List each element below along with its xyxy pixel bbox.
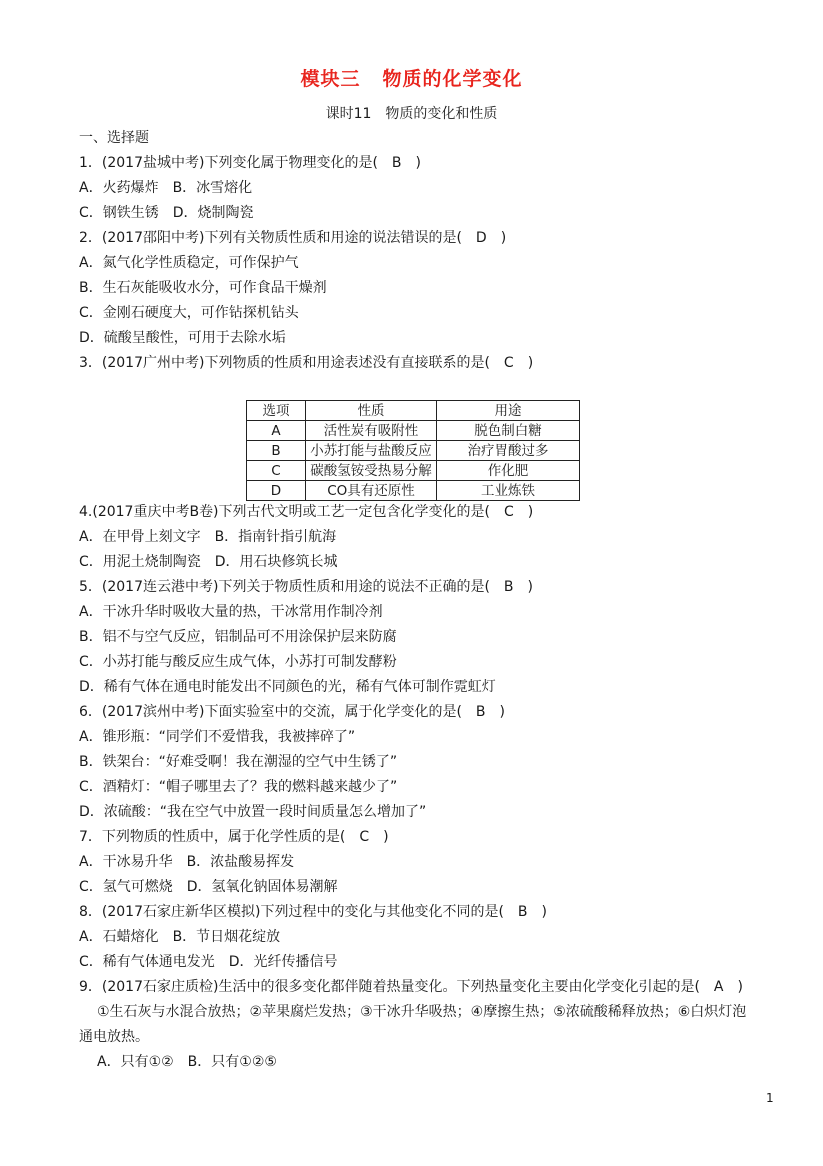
answer-line: B．铁架台：“好难受啊！我在潮湿的空气中生锈了” [79, 754, 398, 770]
question-stem: 9．(2017石家庄质检)生活中的很多变化都伴随着热量变化。下列热量变化主要由化学变化引起的是( A ) [79, 979, 743, 995]
question-stem: 6．(2017滨州中考)下面实验室中的交流，属于化学变化的是( B ) [79, 704, 505, 720]
table-cell: D [247, 481, 306, 501]
answer-line: A．在甲骨上刻文字 B．指南针指引航海 [79, 529, 337, 545]
table-cell: 脱色制白糖 [437, 421, 580, 441]
table-row [247, 481, 580, 501]
table-cell: 碳酸氢铵受热易分解 [306, 461, 437, 481]
module-name: 物质的化学变化 [382, 68, 523, 90]
answer-line: A．干冰升华时吸收大量的热，干冰常用作制冷剂 [79, 604, 383, 620]
table-row [247, 421, 580, 441]
answer-line: A．火药爆炸 B．冰雪熔化 [79, 180, 253, 196]
answer-line: D．硫酸呈酸性，可用于去除水垢 [79, 330, 286, 346]
answer-line: ①生石灰与水混合放热；②苹果腐烂发热；③干冰升华吸热；④摩擦生热；⑤浓硫酸稀释放热；⑥白炽灯泡 [97, 1004, 747, 1020]
module-label: 模块三 [300, 68, 361, 90]
answer-line: C．小苏打能与酸反应生成气体，小苏打可制发酵粉 [79, 654, 397, 670]
question-stem: 5．(2017连云港中考)下列关于物质性质和用途的说法不正确的是( B ) [79, 579, 533, 595]
answer-line: C．酒精灯：“帽子哪里去了？我的燃料越来越少了” [79, 779, 398, 795]
answer-line: A．氮气化学性质稳定，可作保护气 [79, 255, 299, 271]
question-stem: 7．下列物质的性质中，属于化学性质的是( C ) [79, 829, 389, 845]
section-heading: 一、选择题 [79, 130, 149, 146]
answer-line: C．钢铁生锈 D．烧制陶瓷 [79, 205, 254, 221]
lesson-title: 课时11 物质的变化和性质 [325, 106, 498, 122]
answer-line: D．浓硫酸：“我在空气中放置一段时间质量怎么增加了” [79, 804, 427, 820]
table-cell: 工业炼铁 [437, 481, 580, 501]
answer-line: C．金刚石硬度大，可作钻探机钻头 [79, 305, 299, 321]
answer-line: B．铝不与空气反应，铝制品可不用涂保护层来防腐 [79, 629, 397, 645]
table-header-row [247, 401, 580, 421]
question-stem: 2．(2017邵阳中考)下列有关物质性质和用途的说法错误的是( D ) [79, 230, 507, 246]
answer-line: A．锥形瓶：“同学们不爱惜我，我被摔碎了” [79, 729, 356, 745]
question-stem: 8．(2017石家庄新华区模拟)下列过程中的变化与其他变化不同的是( B ) [79, 904, 547, 920]
module-title [0, 64, 823, 91]
table-row [247, 441, 580, 461]
table-row [247, 461, 580, 481]
answer-line: A．干冰易升华 B．浓盐酸易挥发 [79, 854, 295, 870]
table-cell: B [247, 441, 306, 461]
table-cell: 活性炭有吸附性 [306, 421, 437, 441]
table-cell: CO具有还原性 [306, 481, 437, 501]
answer-line: C．氢气可燃烧 D．氢氧化钠固体易潮解 [79, 879, 338, 895]
table-header-cell: 性质 [306, 401, 437, 421]
table-cell: C [247, 461, 306, 481]
question-stem: 3．(2017广州中考)下列物质的性质和用途表述没有直接联系的是( C ) [79, 355, 534, 371]
answer-line: D．稀有气体在通电时能发出不同颜色的光，稀有气体可制作霓虹灯 [79, 679, 496, 695]
answer-line: B．生石灰能吸收水分，可作食品干燥剂 [79, 280, 327, 296]
answer-line: A．只有①② B．只有①②⑤ [97, 1054, 277, 1070]
table-cell: 小苏打能与盐酸反应 [306, 441, 437, 461]
table-cell: 作化肥 [437, 461, 580, 481]
answer-line: 通电放热。 [79, 1029, 149, 1045]
table-header-cell: 用途 [437, 401, 580, 421]
question-stem: 4.(2017重庆中考B卷)下列古代文明或工艺一定包含化学变化的是( C ) [79, 504, 534, 520]
question-stem: 1．(2017盐城中考)下列变化属于物理变化的是( B ) [79, 155, 421, 171]
table-cell: 治疗胃酸过多 [437, 441, 580, 461]
table-header-cell: 选项 [247, 401, 306, 421]
table-cell: A [247, 421, 306, 441]
answer-line: C．稀有气体通电发光 D．光纤传播信号 [79, 954, 338, 970]
answer-line: C．用泥土烧制陶瓷 D．用石块修筑长城 [79, 554, 338, 570]
answer-line: A．石蜡熔化 B．节日烟花绽放 [79, 929, 281, 945]
page-number: 1 [766, 1091, 774, 1105]
options-table [246, 400, 580, 501]
